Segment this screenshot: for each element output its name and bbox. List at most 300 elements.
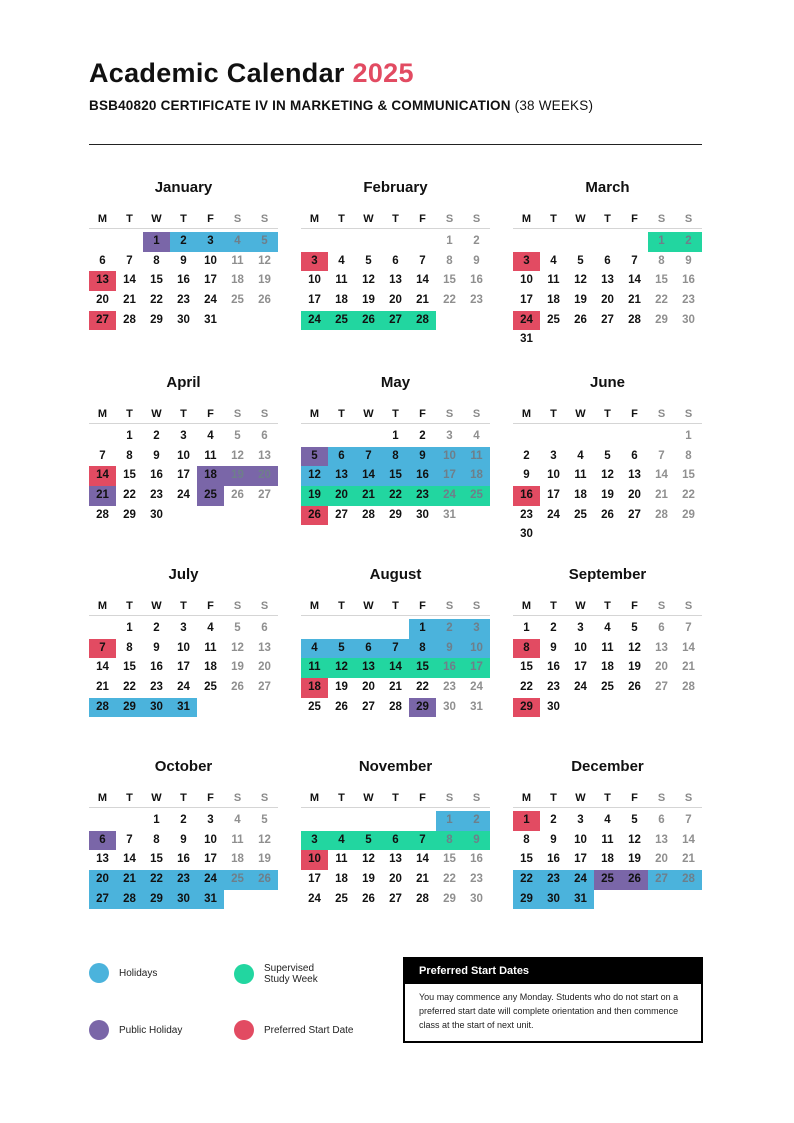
legend-public-holiday [89, 1020, 182, 1040]
day-cell-public-holiday: 25 [197, 486, 224, 506]
weekday-header: T [550, 408, 557, 420]
legend-holidays [89, 963, 157, 983]
day-cell: 22 [682, 489, 695, 502]
month-name: July [168, 566, 199, 583]
day-cell-supervised-study: 2 [675, 232, 702, 252]
day-cell-public-holiday: 6 [89, 831, 116, 851]
weekday-header: T [338, 408, 345, 420]
day-cell: 17 [520, 294, 533, 307]
day-cell-supervised-study: 3 [301, 831, 328, 851]
day-cell: 9 [523, 469, 530, 482]
day-cell: 5 [631, 814, 638, 826]
day-cell-supervised-study: 24 [436, 486, 463, 506]
month-name: June [589, 374, 625, 391]
day-cell: 25 [547, 313, 560, 326]
weekday-header: S [472, 600, 481, 612]
empty-day-cell [567, 232, 594, 252]
day-cell: 12 [362, 274, 375, 287]
legend-public-holiday-label: Public Holiday [119, 1024, 183, 1036]
day-cell: 19 [258, 853, 271, 866]
day-cell: 5 [631, 622, 638, 634]
day-cell-preferred-start: 3 [301, 252, 328, 272]
weekday-divider [513, 807, 702, 808]
weekday-header: T [126, 792, 133, 804]
weekday-divider [89, 228, 278, 229]
weekday-header: S [445, 792, 454, 804]
day-cell: 28 [682, 681, 695, 694]
weekday-divider [89, 615, 278, 616]
day-cell: 13 [628, 469, 641, 482]
day-cell: 14 [682, 641, 695, 654]
day-cell-holiday: 2 [463, 811, 490, 831]
weekday-header: T [180, 600, 187, 612]
day-cell: 12 [231, 449, 244, 462]
day-cell: 18 [231, 853, 244, 866]
weekday-header: W [575, 408, 586, 420]
day-cell-holiday: 8 [382, 447, 409, 467]
day-cell: 16 [177, 853, 190, 866]
day-cell: 5 [234, 430, 241, 442]
weekday-header: T [550, 792, 557, 804]
weekday-header: F [207, 792, 214, 804]
month-day-grid [89, 406, 278, 525]
empty-day-cell [648, 427, 675, 447]
day-cell-holiday: 17 [436, 466, 463, 486]
day-cell-holiday: 7 [355, 447, 382, 467]
day-cell: 16 [682, 274, 695, 287]
day-cell-holiday: 28 [675, 870, 702, 890]
day-cell-holiday: 21 [116, 870, 143, 890]
day-cell: 12 [258, 833, 271, 846]
day-cell: 26 [601, 508, 614, 521]
day-cell-holiday: 10 [436, 447, 463, 467]
day-cell: 29 [655, 313, 668, 326]
day-cell: 11 [204, 641, 217, 654]
day-cell-public-holiday: 29 [409, 698, 436, 718]
day-cell-holiday: 10 [463, 639, 490, 659]
month-january [89, 178, 278, 330]
day-cell: 12 [628, 833, 641, 846]
empty-day-cell [89, 232, 116, 252]
day-cell-holiday: 26 [251, 870, 278, 890]
day-cell: 9 [153, 641, 160, 654]
empty-day-cell [89, 427, 116, 447]
weekday-header: M [97, 600, 108, 612]
weekday-header: W [575, 600, 586, 612]
month-name: May [380, 374, 411, 391]
day-cell: 21 [682, 661, 695, 674]
day-cell: 27 [601, 313, 614, 326]
day-cell: 10 [574, 833, 587, 846]
weekday-header: T [550, 600, 557, 612]
day-cell: 16 [150, 661, 163, 674]
day-cell: 24 [177, 681, 190, 694]
weekday-header: T [604, 792, 611, 804]
empty-day-cell [355, 619, 382, 639]
day-cell: 4 [207, 430, 214, 442]
day-cell-supervised-study: 22 [382, 486, 409, 506]
day-cell: 27 [258, 489, 271, 502]
day-cell: 29 [123, 508, 136, 521]
day-cell: 26 [362, 892, 375, 905]
weekday-header: T [180, 792, 187, 804]
legend-preferred-start [234, 1020, 353, 1040]
day-cell: 3 [577, 622, 584, 634]
weekday-header: F [631, 408, 638, 420]
day-cell-holiday: 23 [540, 870, 567, 890]
weekday-header: S [657, 792, 666, 804]
month-october [89, 757, 278, 909]
day-cell: 11 [601, 641, 614, 654]
day-cell-holiday: 2 [170, 232, 197, 252]
day-cell-holiday: 31 [197, 890, 224, 910]
empty-day-cell [409, 811, 436, 831]
day-cell: 13 [655, 833, 668, 846]
day-cell: 11 [335, 853, 348, 866]
day-cell: 19 [628, 661, 641, 674]
weekday-header: F [631, 213, 638, 225]
day-cell: 6 [658, 814, 665, 826]
month-day-grid [301, 211, 490, 330]
weekday-header: S [657, 213, 666, 225]
day-cell: 13 [389, 274, 402, 287]
day-cell-supervised-study: 27 [382, 311, 409, 331]
day-cell-preferred-start: 26 [301, 506, 328, 526]
day-cell: 22 [123, 489, 136, 502]
day-cell: 12 [628, 641, 641, 654]
day-cell: 6 [99, 254, 106, 267]
day-cell: 4 [604, 622, 611, 634]
empty-day-cell [328, 427, 355, 447]
day-cell-holiday: 9 [436, 639, 463, 659]
weekday-header: M [97, 792, 108, 804]
day-cell-holiday: 15 [382, 466, 409, 486]
day-cell: 11 [231, 254, 244, 267]
weekday-header: M [97, 408, 108, 420]
day-cell: 17 [308, 873, 321, 886]
day-cell: 13 [655, 641, 668, 654]
day-cell: 15 [150, 853, 163, 866]
day-cell-supervised-study: 7 [409, 831, 436, 851]
day-cell: 3 [180, 430, 187, 442]
day-cell-holiday: 31 [170, 698, 197, 718]
weekday-header: T [392, 600, 399, 612]
day-cell: 23 [150, 489, 163, 502]
weekday-header: M [521, 792, 532, 804]
day-cell: 23 [443, 681, 456, 694]
day-cell: 30 [150, 508, 163, 521]
weekday-header: T [392, 408, 399, 420]
month-february [301, 178, 490, 330]
day-cell: 4 [577, 449, 584, 462]
day-cell: 20 [258, 661, 271, 674]
weekday-header: T [338, 213, 345, 225]
empty-day-cell [594, 232, 621, 252]
day-cell: 1 [392, 430, 399, 442]
weekday-divider [301, 807, 490, 808]
empty-day-cell [621, 232, 648, 252]
day-cell-preferred-start: 16 [513, 486, 540, 506]
day-cell: 6 [604, 254, 611, 267]
weekday-header: T [604, 408, 611, 420]
day-cell-supervised-study: 12 [328, 658, 355, 678]
day-cell: 2 [550, 814, 557, 826]
day-cell: 23 [547, 681, 560, 694]
day-cell: 21 [416, 873, 429, 886]
day-cell: 29 [682, 508, 695, 521]
day-cell-holiday: 11 [463, 447, 490, 467]
day-cell: 4 [550, 254, 557, 267]
day-cell: 25 [574, 508, 587, 521]
day-cell: 30 [547, 700, 560, 713]
holidays-swatch-icon [89, 963, 109, 983]
day-cell-supervised-study: 25 [328, 311, 355, 331]
weekday-header: S [684, 792, 693, 804]
day-cell: 14 [96, 661, 109, 674]
day-cell: 15 [655, 274, 668, 287]
day-cell: 22 [443, 873, 456, 886]
empty-day-cell [621, 427, 648, 447]
day-cell: 28 [362, 508, 375, 521]
day-cell: 24 [177, 489, 190, 502]
day-cell-supervised-study: 5 [355, 831, 382, 851]
weekday-header: F [631, 792, 638, 804]
day-cell-holiday: 7 [382, 639, 409, 659]
day-cell: 5 [261, 814, 268, 826]
day-cell: 27 [362, 700, 375, 713]
day-cell-supervised-study: 24 [301, 311, 328, 331]
day-cell-public-holiday: 26 [621, 870, 648, 890]
day-cell: 12 [601, 469, 614, 482]
day-cell-holiday: 30 [170, 890, 197, 910]
weekday-divider [301, 423, 490, 424]
weekday-header: S [233, 600, 242, 612]
day-cell: 15 [150, 274, 163, 287]
day-cell: 18 [335, 294, 348, 307]
course-name: BSB40820 CERTIFICATE IV IN MARKETING & COMMUNICATION [89, 98, 511, 113]
day-cell-holiday: 6 [328, 447, 355, 467]
day-cell-preferred-start: 24 [513, 311, 540, 331]
day-cell: 22 [150, 294, 163, 307]
day-cell: 19 [574, 294, 587, 307]
empty-day-cell [513, 232, 540, 252]
day-cell: 9 [550, 641, 557, 654]
empty-day-cell [513, 427, 540, 447]
day-cell: 25 [308, 700, 321, 713]
day-cell: 14 [416, 853, 429, 866]
weekday-header: F [419, 213, 426, 225]
month-november [301, 757, 490, 909]
weekday-divider [513, 423, 702, 424]
day-cell: 19 [335, 681, 348, 694]
weekday-header: S [657, 408, 666, 420]
day-cell: 8 [153, 833, 160, 846]
day-cell-supervised-study: 26 [355, 311, 382, 331]
day-cell-holiday: 29 [513, 890, 540, 910]
empty-day-cell [89, 619, 116, 639]
day-cell: 25 [204, 681, 217, 694]
day-cell: 9 [180, 254, 187, 267]
weekday-header: T [392, 792, 399, 804]
day-cell: 29 [389, 508, 402, 521]
weekday-header: W [575, 213, 586, 225]
empty-day-cell [89, 811, 116, 831]
day-cell: 30 [443, 700, 456, 713]
day-cell-holiday: 2 [436, 619, 463, 639]
day-cell-holiday: 18 [463, 466, 490, 486]
day-cell: 8 [685, 449, 692, 462]
day-cell: 8 [126, 449, 133, 462]
day-cell-public-holiday: 20 [251, 466, 278, 486]
empty-day-cell [540, 427, 567, 447]
weekday-header: S [233, 792, 242, 804]
day-cell: 2 [523, 449, 530, 462]
day-cell: 15 [123, 469, 136, 482]
day-cell: 24 [308, 892, 321, 905]
month-march [513, 178, 702, 350]
day-cell: 26 [574, 313, 587, 326]
day-cell: 30 [470, 892, 483, 905]
day-cell: 6 [658, 622, 665, 634]
day-cell: 13 [389, 853, 402, 866]
weekday-header: S [233, 408, 242, 420]
month-day-grid [89, 211, 278, 330]
day-cell: 12 [362, 853, 375, 866]
day-cell: 7 [126, 833, 133, 846]
weekday-header: S [657, 600, 666, 612]
day-cell-supervised-study: 20 [328, 486, 355, 506]
day-cell-supervised-study: 6 [382, 831, 409, 851]
day-cell: 13 [96, 853, 109, 866]
day-cell: 18 [204, 661, 217, 674]
day-cell: 20 [96, 294, 109, 307]
weekday-header: M [97, 213, 108, 225]
day-cell: 14 [123, 853, 136, 866]
day-cell: 20 [389, 294, 402, 307]
day-cell: 23 [682, 294, 695, 307]
day-cell-supervised-study: 11 [301, 658, 328, 678]
day-cell: 10 [204, 833, 217, 846]
month-name: February [363, 179, 428, 196]
empty-day-cell [301, 232, 328, 252]
day-cell: 21 [123, 294, 136, 307]
day-cell: 1 [446, 235, 453, 247]
weekday-header: S [233, 213, 242, 225]
supervised-study-swatch-icon [234, 964, 254, 984]
day-cell: 16 [150, 469, 163, 482]
day-cell-holiday: 29 [116, 698, 143, 718]
day-cell: 19 [628, 853, 641, 866]
day-cell: 22 [520, 681, 533, 694]
day-cell: 16 [470, 853, 483, 866]
day-cell: 23 [470, 294, 483, 307]
weekday-divider [513, 615, 702, 616]
month-name: April [166, 374, 201, 391]
day-cell: 21 [628, 294, 641, 307]
weekday-header: T [126, 408, 133, 420]
day-cell: 10 [547, 469, 560, 482]
empty-day-cell [355, 811, 382, 831]
weekday-header: F [631, 600, 638, 612]
day-cell: 26 [335, 700, 348, 713]
day-cell-holiday: 1 [436, 811, 463, 831]
weekday-header: T [126, 213, 133, 225]
day-cell: 27 [628, 508, 641, 521]
empty-day-cell [116, 811, 143, 831]
day-cell: 17 [547, 489, 560, 502]
day-cell: 4 [604, 814, 611, 826]
day-cell: 3 [550, 449, 557, 462]
legend-holidays-label: Holidays [119, 967, 158, 979]
course-subtitle [89, 98, 593, 113]
month-name: November [358, 758, 433, 775]
preferred-start-dates-box [403, 957, 703, 1043]
day-cell: 1 [126, 622, 133, 634]
day-cell: 17 [574, 661, 587, 674]
day-cell: 7 [631, 254, 638, 267]
day-cell: 6 [631, 449, 638, 462]
day-cell-holiday: 5 [328, 639, 355, 659]
empty-day-cell [328, 811, 355, 831]
day-cell: 2 [550, 622, 557, 634]
month-day-grid [301, 598, 490, 717]
weekday-header: M [309, 600, 320, 612]
month-day-grid [89, 598, 278, 717]
day-cell: 15 [123, 661, 136, 674]
day-cell-holiday: 3 [197, 232, 224, 252]
day-cell-preferred-start: 14 [89, 466, 116, 486]
day-cell: 28 [416, 892, 429, 905]
day-cell-holiday: 31 [567, 890, 594, 910]
weekday-header: T [126, 600, 133, 612]
empty-day-cell [594, 427, 621, 447]
day-cell: 12 [574, 274, 587, 287]
month-name: December [571, 758, 644, 775]
weekday-header: S [260, 792, 269, 804]
day-cell: 14 [628, 274, 641, 287]
day-cell: 5 [234, 622, 241, 634]
month-day-grid [513, 211, 702, 350]
day-cell: 27 [389, 892, 402, 905]
day-cell: 24 [547, 508, 560, 521]
header-divider [89, 144, 702, 145]
weekday-header: W [151, 213, 162, 225]
day-cell: 10 [308, 274, 321, 287]
day-cell: 4 [234, 814, 241, 826]
day-cell: 3 [577, 814, 584, 826]
day-cell: 30 [416, 508, 429, 521]
month-name: August [369, 566, 422, 583]
day-cell: 9 [550, 833, 557, 846]
day-cell: 4 [473, 430, 480, 442]
empty-day-cell [116, 232, 143, 252]
preferred-start-dates-title: Preferred Start Dates [405, 959, 701, 984]
day-cell: 31 [520, 333, 533, 346]
day-cell: 11 [574, 469, 587, 482]
weekday-header: M [521, 408, 532, 420]
month-may [301, 373, 490, 525]
day-cell: 18 [231, 274, 244, 287]
preferred-start-dates-text: You may commence any Monday. Students who do not start on a preferred start date will complete orientation and then commence class at the start of next unit. [419, 992, 679, 1030]
page-title [89, 58, 414, 89]
day-cell: 21 [655, 489, 668, 502]
month-day-grid [513, 406, 702, 545]
day-cell-supervised-study: 17 [463, 658, 490, 678]
day-cell: 2 [419, 430, 426, 442]
day-cell: 6 [392, 254, 399, 267]
day-cell: 18 [601, 853, 614, 866]
day-cell: 25 [335, 892, 348, 905]
